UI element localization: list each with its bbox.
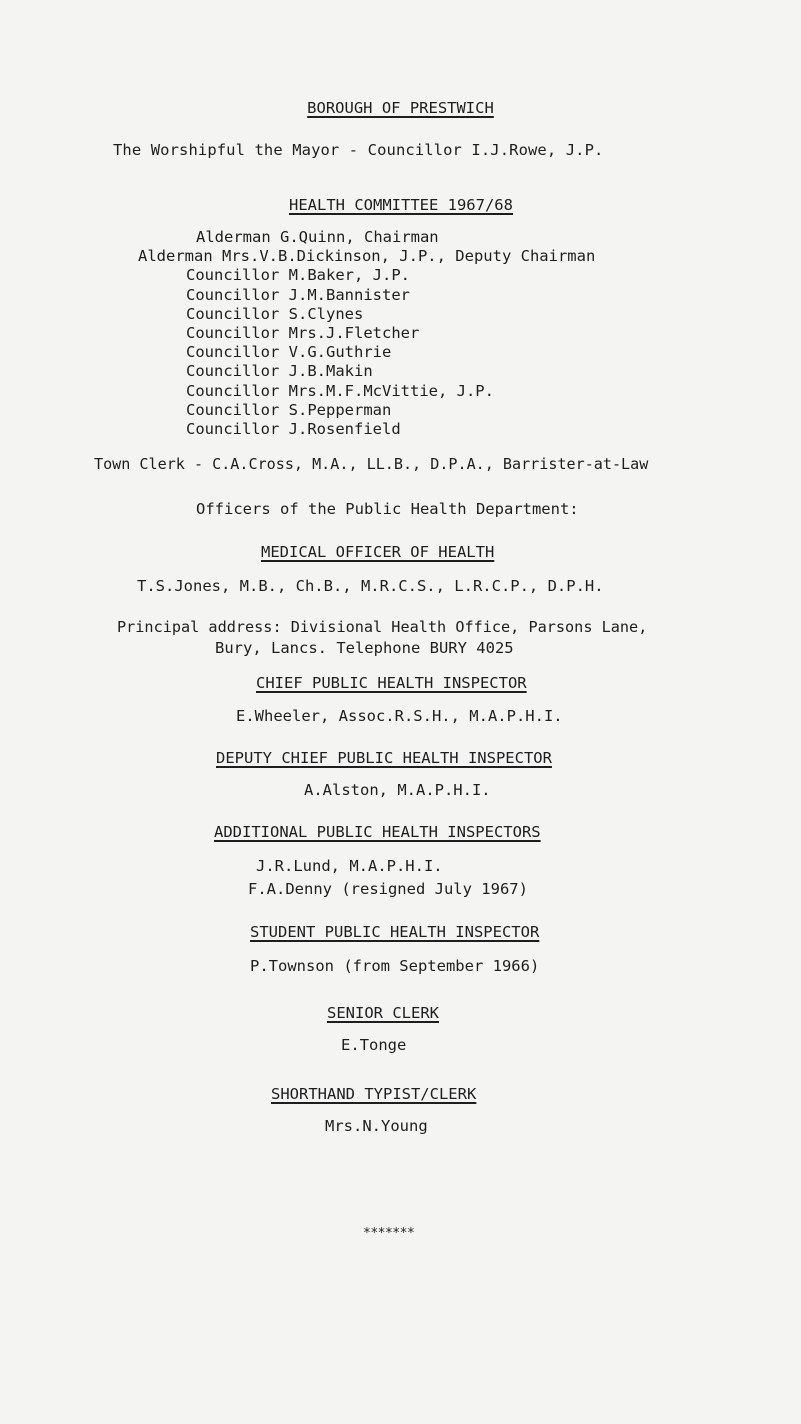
member-role: Councillor	[186, 362, 280, 381]
member-role: Councillor	[186, 304, 280, 323]
committee-member	[138, 343, 595, 362]
mayor-line: The Worshipful the Mayor - Councillor I.J.Rowe, J.P.	[113, 141, 604, 159]
town-clerk-line: Town Clerk - C.A.Cross, M.A., LL.B., D.P.A., Barrister-at-Law	[94, 455, 649, 473]
additional-phi-name: J.R.Lund, M.A.P.H.I.	[256, 857, 443, 875]
typist-clerk-name: Mrs.N.Young	[325, 1117, 428, 1135]
member-name: Mrs.M.F.McVittie, J.P.	[288, 381, 494, 400]
moh-title: MEDICAL OFFICER OF HEALTH	[261, 543, 495, 561]
deputy-chief-phi-name: A.Alston, M.A.P.H.I.	[304, 781, 491, 799]
member-name: J.M.Bannister	[288, 285, 410, 304]
member-name: S.Pepperman	[288, 400, 392, 419]
committee-title: HEALTH COMMITTEE 1967/68	[289, 196, 513, 214]
committee-member	[138, 420, 595, 439]
member-role: Councillor	[186, 343, 280, 362]
member-role: Councillor	[186, 266, 280, 285]
additional-phi-name: F.A.Denny (resigned July 1967)	[248, 880, 528, 898]
member-name: J.B.Makin	[288, 362, 373, 381]
member-role: Councillor	[186, 420, 280, 439]
member-role: Alderman	[196, 228, 271, 246]
deputy-chief-phi-title: DEPUTY CHIEF PUBLIC HEALTH INSPECTOR	[216, 749, 552, 767]
chief-phi-name: E.Wheeler, Assoc.R.S.H., M.A.P.H.I.	[236, 707, 563, 725]
officers-heading: Officers of the Public Health Department:	[196, 500, 579, 518]
committee-member	[138, 362, 595, 381]
moh-name: T.S.Jones, M.B., Ch.B., M.R.C.S., L.R.C.P., D.P.H.	[137, 577, 604, 595]
committee-member	[138, 324, 595, 343]
member-name: Mrs.V.B.Dickinson, J.P., Deputy Chairman	[222, 247, 596, 266]
member-name: Mrs.J.Fletcher	[288, 324, 420, 343]
senior-clerk-name: E.Tonge	[341, 1036, 407, 1054]
member-role: Councillor	[186, 285, 280, 304]
principal-address-phone: Bury, Lancs. Telephone BURY 4025	[215, 639, 514, 657]
senior-clerk-title: SENIOR CLERK	[327, 1004, 439, 1022]
committee-member	[138, 382, 595, 401]
committee-member	[138, 401, 595, 420]
chief-phi-title: CHIEF PUBLIC HEALTH INSPECTOR	[256, 674, 527, 692]
member-name: J.Rosenfield	[288, 420, 401, 439]
typist-clerk-title: SHORTHAND TYPIST/CLERK	[271, 1085, 477, 1103]
member-role: Councillor	[186, 400, 280, 419]
member-name: S.Clynes	[288, 304, 364, 323]
committee-member	[138, 286, 595, 305]
borough-title: BOROUGH OF PRESTWICH	[307, 99, 494, 117]
student-phi-name: P.Townson (from September 1966)	[250, 957, 540, 975]
committee-member	[138, 247, 595, 266]
member-role: Alderman	[138, 247, 213, 266]
member-name: M.Baker, J.P.	[288, 266, 410, 285]
committee-member	[138, 305, 595, 324]
committee-member-list	[138, 228, 595, 439]
member-role: Councillor	[186, 324, 280, 343]
additional-phi-title: ADDITIONAL PUBLIC HEALTH INSPECTORS	[214, 823, 541, 841]
committee-member	[138, 266, 595, 285]
footer-asterisks: *******	[363, 1226, 415, 1241]
student-phi-title: STUDENT PUBLIC HEALTH INSPECTOR	[250, 923, 540, 941]
member-name: G.Quinn, Chairman	[280, 228, 439, 246]
member-role: Councillor	[186, 381, 280, 400]
principal-address-line: Principal address: Divisional Health Office, Parsons Lane,	[117, 618, 648, 636]
member-name: V.G.Guthrie	[288, 343, 392, 362]
committee-member	[138, 228, 595, 247]
